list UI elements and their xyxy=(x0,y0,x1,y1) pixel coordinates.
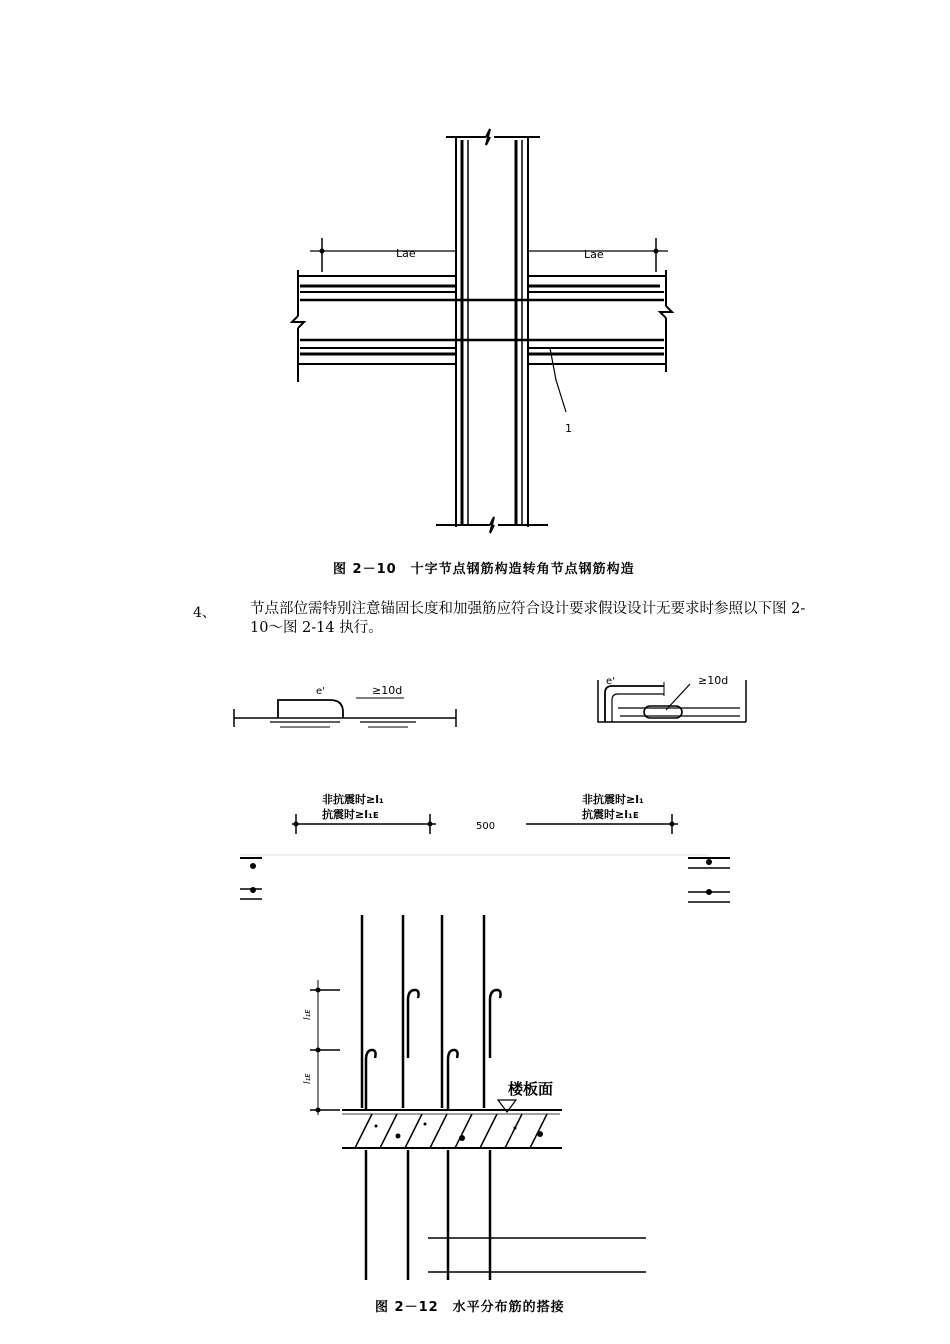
dim-upper-label: l₁ᴇ xyxy=(303,1009,313,1020)
req-right-2: 抗震时≥l₁ᴇ xyxy=(582,808,639,821)
dim-lower-label: l₁ᴇ xyxy=(303,1073,313,1084)
floor-label: 楼板面 xyxy=(508,1080,554,1098)
figure-2-12-caption: 图 2－12 水平分布筋的搭接 xyxy=(375,1300,565,1315)
len-label-left: ≥10d xyxy=(372,684,403,697)
gap-500-label: 500 xyxy=(476,821,496,832)
lae-label-right: Lae xyxy=(584,248,604,261)
len-label-right: ≥10d xyxy=(698,674,729,687)
req-left-2: 抗震时≥l₁ᴇ xyxy=(322,808,379,821)
lae-label-left: Lae xyxy=(396,247,416,260)
req-right-1: 非抗震时≥l₁ xyxy=(582,793,644,806)
paragraph-number: 4、 xyxy=(193,605,216,621)
e-label-right: e' xyxy=(606,676,615,687)
callout-number: 1 xyxy=(565,422,572,435)
e-label-left: e' xyxy=(316,686,325,697)
paragraph-text: 节点部位需特别注意锚固长度和加强筋应符合设计要求假设设计无要求时参照以下图 2-10～图 2-14 执行。 xyxy=(250,601,806,636)
req-left-1: 非抗震时≥l₁ xyxy=(322,793,384,806)
figure-2-10-caption: 图 2－10 十字节点钢筋构造转角节点钢筋构造 xyxy=(333,562,635,577)
